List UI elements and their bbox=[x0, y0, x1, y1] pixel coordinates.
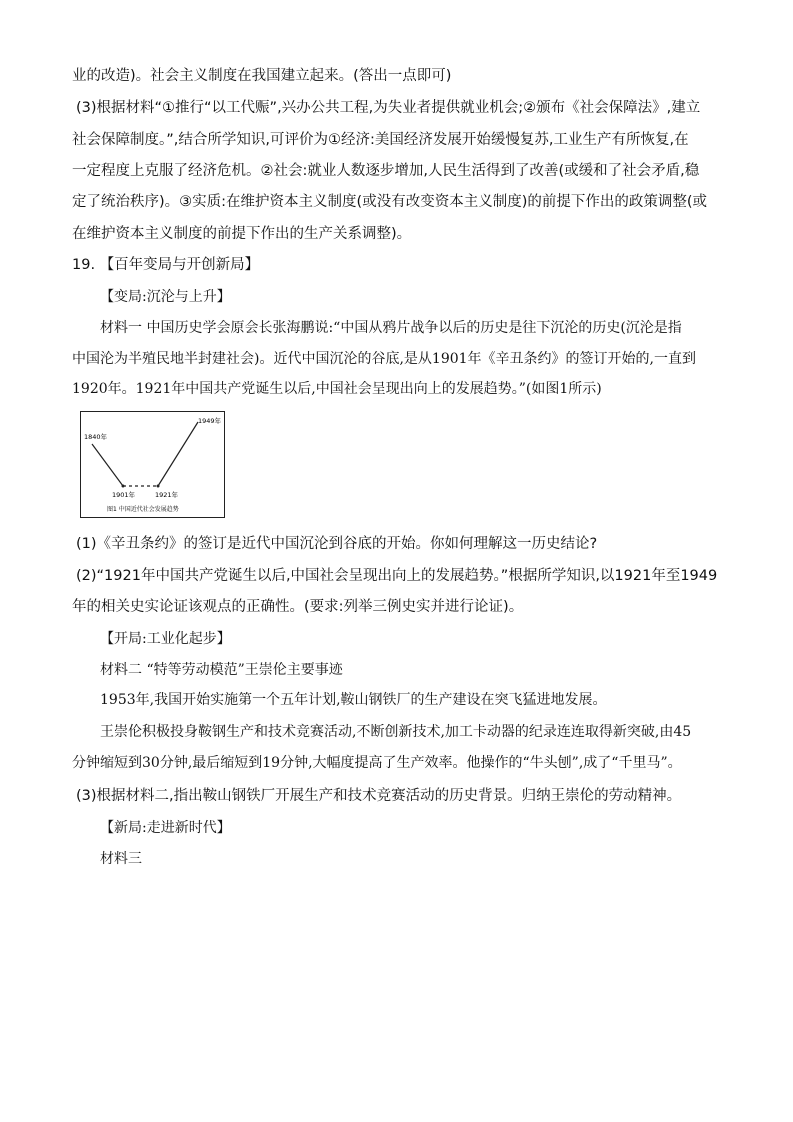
material-3-title: 材料三 bbox=[100, 851, 142, 867]
figure-border bbox=[81, 412, 225, 518]
question-19-title: 19. 【百年变局与开创新局】 bbox=[72, 257, 260, 273]
section-heading-bianju: 【变局:沉沦与上升】 bbox=[100, 289, 231, 305]
question-3: (3)根据材料二,指出鞍山钢铁厂开展生产和技术竞赛活动的历史背景。归纳王崇伦的劳动精神。 bbox=[76, 788, 682, 804]
material-1-line-1: 材料一 中国历史学会原会长张海鹏说:“中国从鸦片战争以后的历史是往下沉沦的历史(沉沦是指 bbox=[100, 320, 682, 336]
question-2-line-2: 年的相关史实论证该观点的正确性。(要求:列举三例史实并进行论证)。 bbox=[72, 599, 524, 615]
question-2-line-1: (2)“1921年中国共产党诞生以后,中国社会呈现出向上的发展趋势。”根据所学知识,以1921年至1949 bbox=[76, 568, 718, 584]
answer-line-3: 社会保障制度。”,结合所学知识,可评价为①经济:美国经济发展开始缓慢复苏,工业生产有所恢复,在 bbox=[72, 132, 689, 148]
material-2-title: 材料二 “特等劳动模范”王崇伦主要事迹 bbox=[100, 662, 343, 678]
answer-line-6: 在维护资本主义制度的前提下作出的生产关系调整)。 bbox=[72, 226, 412, 242]
label-1840: 1840年 bbox=[84, 433, 108, 441]
answer-line-4: 一定程度上克服了经济危机。②社会:就业人数逐步增加,人民生活得到了改善(或缓和了社会矛盾,稳 bbox=[72, 163, 700, 179]
answer-line-5: 定了统治秩序)。③实质:在维护资本主义制度(或没有改变资本主义制度)的前提下作出的政策调整(或 bbox=[72, 194, 708, 210]
point-1921 bbox=[157, 485, 160, 488]
section-heading-kaiju: 【开局:工业化起步】 bbox=[100, 631, 231, 647]
label-1921: 1921年 bbox=[155, 491, 179, 499]
material-2-line-1: 1953年,我国开始实施第一个五年计划,鞍山钢铁厂的生产建设在突飞猛进地发展。 bbox=[100, 692, 607, 708]
question-1: (1)《辛丑条约》的签订是近代中国沉沦到谷底的开始。你如何理解这一历史结论? bbox=[76, 536, 598, 552]
label-1901: 1901年 bbox=[112, 491, 136, 499]
trend-chart-svg bbox=[80, 411, 225, 518]
figure-caption: 图1 中国近代社会发展趋势 bbox=[107, 506, 179, 513]
material-2-line-2: 王崇伦积极投身鞍钢生产和技术竞赛活动,不断创新技术,加工卡动器的纪录连连取得新突破,由45 bbox=[100, 724, 692, 740]
answer-line-2: (3)根据材料“①推行“以工代赈”,兴办公共工程,为失业者提供就业机会;②颁布《社会保障法》,建立 bbox=[76, 100, 701, 116]
answer-line-1: 业的改造)。社会主义制度在我国建立起来。(答出一点即可) bbox=[72, 68, 452, 84]
figure-1-trend-chart bbox=[80, 411, 225, 518]
material-1-line-2: 中国沦为半殖民地半封建社会)。近代中国沉沦的谷底,是从1901年《辛丑条约》的签订开始的,一直到 bbox=[72, 351, 696, 367]
material-2-line-3: 分钟缩短到30分钟,最后缩短到19分钟,大幅度提高了生产效率。他操作的“牛头刨”,成了“千里马”。 bbox=[72, 755, 682, 771]
material-1-line-3: 1920年。1921年中国共产党诞生以后,中国社会呈现出向上的发展趋势。”(如图1所示) bbox=[72, 381, 602, 397]
point-1901 bbox=[122, 485, 125, 488]
label-1949: 1949年 bbox=[198, 417, 222, 425]
section-heading-xinju: 【新局:走进新时代】 bbox=[100, 820, 231, 836]
